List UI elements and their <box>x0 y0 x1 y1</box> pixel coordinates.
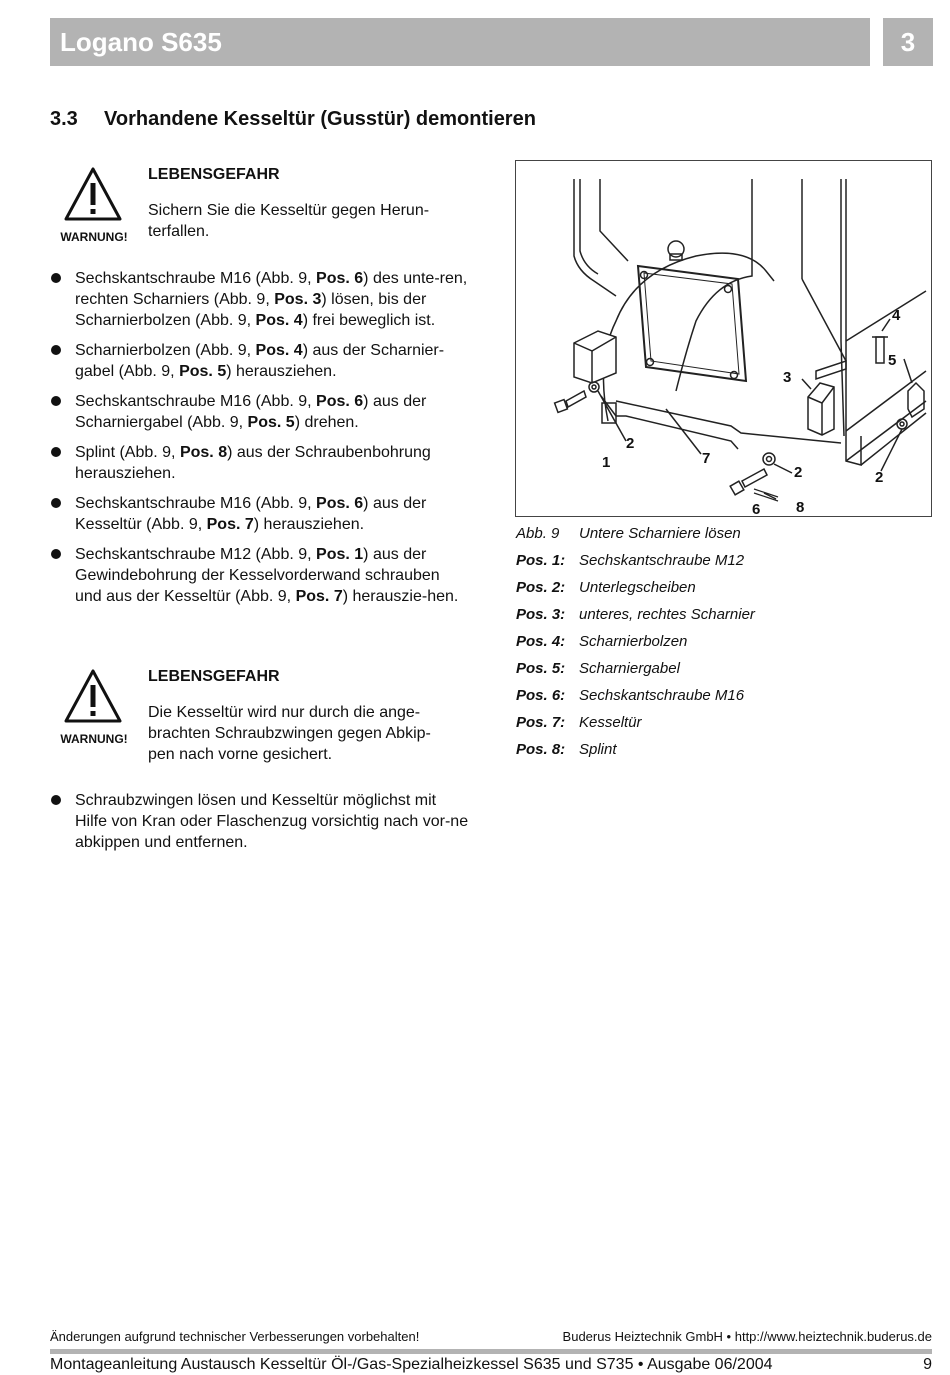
step-ref: Pos. 6 <box>316 495 364 512</box>
step-text: Splint (Abb. 9, <box>75 444 180 461</box>
step-ref: Pos. 4 <box>255 312 303 329</box>
legend-key: Pos. 8: <box>516 741 566 758</box>
footer-doc-title: Montageanleitung Austausch Kesseltür Öl-/Gas-Spezialheizkessel S635 und S735 • Ausgabe 06/2004 <box>50 1356 773 1373</box>
footer-note: Änderungen aufgrund technischer Verbesserungen vorbehalten! <box>50 1329 420 1344</box>
bullet-icon <box>51 549 61 559</box>
legend-value: Sechskantschraube M12 <box>579 552 745 569</box>
section-number: 3.3 <box>50 108 78 130</box>
legend-key: Pos. 5: <box>516 660 566 677</box>
bullet-icon <box>51 396 61 406</box>
legend-key: Pos. 4: <box>516 633 566 650</box>
list-item <box>50 544 470 607</box>
list-item <box>50 493 470 535</box>
legend-value: Sechskantschraube M16 <box>579 687 745 704</box>
legend-row <box>516 684 936 711</box>
instruction-list-final <box>50 790 470 862</box>
step-text: ) lösen, bis der Scharnierbolzen (Abb. 9, <box>75 291 427 329</box>
step-ref: Pos. 8 <box>179 444 228 461</box>
chapter-number: 3 <box>883 18 933 66</box>
bullet-icon <box>51 498 61 508</box>
step-ref: Pos. 3 <box>274 291 322 308</box>
callout-2: 2 <box>875 469 884 486</box>
warning-title: LEBENSGEFAHR <box>148 166 280 183</box>
document-header-title: Logano S635 <box>50 18 870 66</box>
callout-1: 1 <box>602 454 611 471</box>
callout-7: 7 <box>702 450 711 467</box>
callout-6: 6 <box>752 501 761 518</box>
callout-8: 8 <box>796 499 805 516</box>
legend-key: Pos. 1: <box>516 552 566 569</box>
legend-key: Pos. 3: <box>516 606 566 623</box>
step-text: ) aus der Gewindebohrung der Kesselvorderwand schrauben und aus der Kesseltür (Abb. 9, <box>75 546 440 605</box>
step-text: ) herausziehen. <box>226 363 337 380</box>
step-text: ) drehen. <box>294 414 359 431</box>
footer-company: Buderus Heiztechnik GmbH • http://www.heiztechnik.buderus.de <box>562 1329 932 1344</box>
step-text: Sechskantschraube M16 (Abb. 9, <box>75 270 317 287</box>
step-text: ) des unte-ren, rechten Scharniers (Abb. 9, <box>75 270 468 308</box>
page-number: 9 <box>923 1356 932 1373</box>
legend-key: Pos. 2: <box>516 579 566 596</box>
legend-row <box>516 711 936 738</box>
step-ref: Pos. 5 <box>179 363 227 380</box>
legend-row <box>516 657 936 684</box>
list-item <box>50 340 470 382</box>
step-text: ) aus der Scharniergabel (Abb. 9, <box>75 393 427 431</box>
step-ref: Pos. 1 <box>316 546 364 563</box>
step-text: Sechskantschraube M16 (Abb. 9, <box>75 495 317 512</box>
legend-value: Splint <box>579 741 617 758</box>
instruction-list <box>50 268 470 616</box>
bullet-icon <box>51 273 61 283</box>
step-text: ) aus der Schraubenbohrung herausziehen. <box>75 444 431 482</box>
step-text: ) herausziehen. <box>253 516 365 533</box>
callout-4: 4 <box>892 307 901 324</box>
step-text: ) aus der Kesseltür (Abb. 9, <box>75 495 427 533</box>
list-item <box>50 790 470 853</box>
legend-row <box>516 549 936 576</box>
step-text: Scharnierbolzen (Abb. 9, <box>75 342 256 359</box>
legend-value: Unterlegscheiben <box>579 579 696 596</box>
legend-row <box>516 576 936 603</box>
legend-value: Scharniergabel <box>579 660 680 677</box>
list-item <box>50 391 470 433</box>
legend-row <box>516 738 936 765</box>
bullet-icon <box>51 447 61 457</box>
step-text: ) herauszie-hen. <box>342 588 459 605</box>
section-title-text: Vorhandene Kesseltür (Gusstür) demontieren <box>104 108 536 130</box>
callout-2: 2 <box>794 464 803 481</box>
hinge-drawing <box>516 161 933 518</box>
warning-text: Die Kesseltür wird nur durch die ange-brachten Schraubzwingen gegen Abkip-pen nach vorne gesichert. <box>148 704 431 763</box>
step-ref: Pos. 5 <box>247 414 295 431</box>
legend-row <box>516 630 936 657</box>
legend-key: Pos. 7: <box>516 714 566 731</box>
step-text: ) aus der Scharnier-gabel (Abb. 9, <box>75 342 445 380</box>
warning-text: Sichern Sie die Kesseltür gegen Herun-terfallen. <box>148 202 430 240</box>
warning-box-1 <box>52 166 472 256</box>
callout-3: 3 <box>783 369 792 386</box>
step-text: Schraubzwingen lösen und Kesseltür möglichst mit Hilfe von Kran oder Flaschenzug vorsichtig nach vor-ne abkippen und entfernen. <box>75 792 469 851</box>
caption-key: Abb. 9 <box>516 525 560 542</box>
step-text: ) frei beweglich ist. <box>302 312 436 329</box>
step-ref: Pos. 7 <box>206 516 254 533</box>
warning-triangle-icon <box>64 668 122 724</box>
legend-key: Pos. 6: <box>516 687 566 704</box>
list-item <box>50 442 470 484</box>
step-ref: Pos. 4 <box>255 342 303 359</box>
warning-box-2 <box>52 668 472 768</box>
bullet-icon <box>51 345 61 355</box>
step-text: Sechskantschraube M12 (Abb. 9, <box>75 546 317 563</box>
figure-caption <box>516 522 936 549</box>
figure-legend <box>516 522 936 765</box>
legend-value: unteres, rechtes Scharnier <box>579 606 755 623</box>
bullet-icon <box>51 795 61 805</box>
callout-2: 2 <box>626 435 635 452</box>
legend-value: Scharnierbolzen <box>579 633 688 650</box>
legend-row <box>516 603 936 630</box>
legend-value: Kesseltür <box>579 714 642 731</box>
step-ref: Pos. 7 <box>295 588 343 605</box>
warning-label: WARNUNG! <box>60 230 128 244</box>
step-ref: Pos. 6 <box>316 270 364 287</box>
step-text: Sechskantschraube M16 (Abb. 9, <box>75 393 317 410</box>
caption-value: Untere Scharniere lösen <box>579 525 741 542</box>
step-ref: Pos. 6 <box>316 393 364 410</box>
callout-5: 5 <box>888 352 897 369</box>
list-item <box>50 268 470 331</box>
warning-label: WARNUNG! <box>60 732 128 746</box>
warning-triangle-icon <box>64 166 122 222</box>
figure-illustration <box>515 160 932 517</box>
warning-title: LEBENSGEFAHR <box>148 668 280 685</box>
section-heading <box>50 108 536 131</box>
footer-divider <box>50 1349 932 1354</box>
